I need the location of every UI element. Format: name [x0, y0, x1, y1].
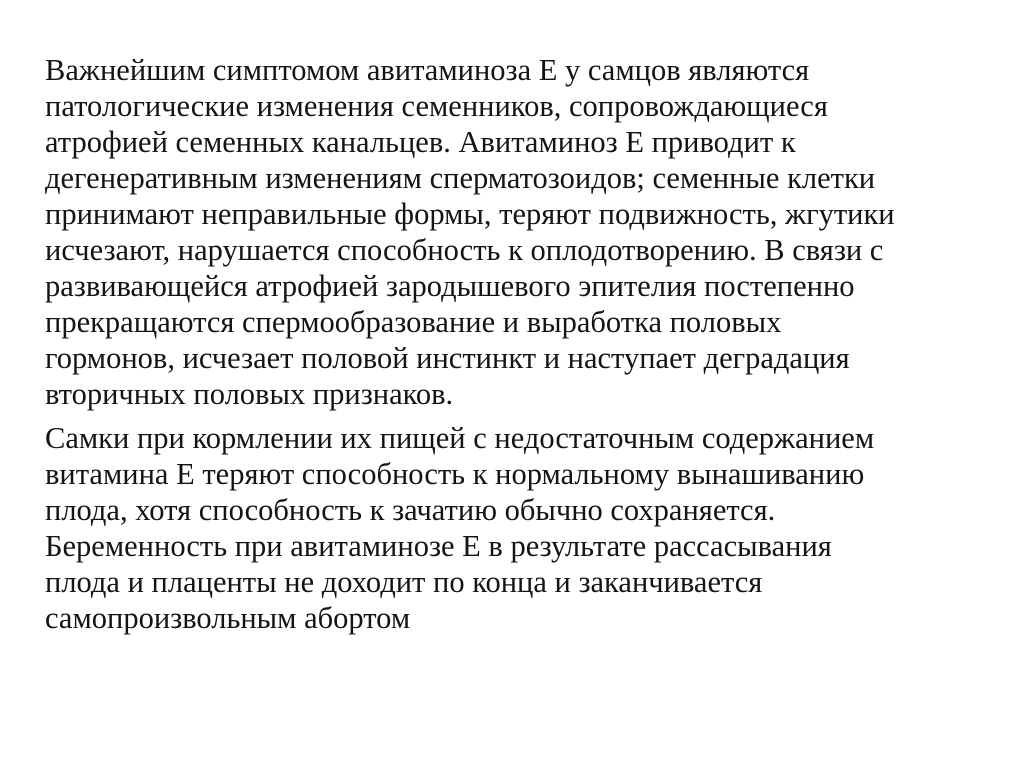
text-line: дегенеративным изменениям сперматозоидов; семенные клетки	[45, 161, 876, 195]
text-line: патологические изменения семенников, сопровождающиеся	[45, 89, 828, 123]
text-line: Самки при кормлении их пищей с недостаточным содержанием	[45, 421, 875, 455]
text-line: плода и плаценты не доходит по конца и заканчивается	[45, 565, 763, 599]
text-body	[45, 52, 1005, 636]
text-line: вторичных половых признаков.	[45, 377, 454, 411]
text-line: самопроизвольным абортом	[45, 601, 411, 635]
paragraph-female-symptoms	[45, 420, 1005, 636]
text-line: витамина Е теряют способность к нормальному вынашиванию	[45, 457, 865, 491]
paragraph-male-symptoms	[45, 52, 1005, 412]
text-line: плода, хотя способность к зачатию обычно сохраняется.	[45, 493, 776, 527]
text-line: исчезают, нарушается способность к оплодотворению. В связи с	[45, 233, 884, 267]
text-line: гормонов, исчезает половой инстинкт и наступает деградация	[45, 341, 850, 375]
text-line: атрофией семенных канальцев. Авитаминоз Е приводит к	[45, 125, 796, 159]
text-line: Важнейшим симптомом авитаминоза Е у самцов являются	[45, 53, 810, 87]
text-line: Беременность при авитаминозе Е в результате рассасывания	[45, 529, 832, 563]
text-line: развивающейся атрофией зародышевого эпителия постепенно	[45, 269, 855, 303]
text-line: принимают неправильные формы, теряют подвижность, жгутики	[45, 197, 895, 231]
text-line: прекращаются спермообразование и выработка половых	[45, 305, 782, 339]
